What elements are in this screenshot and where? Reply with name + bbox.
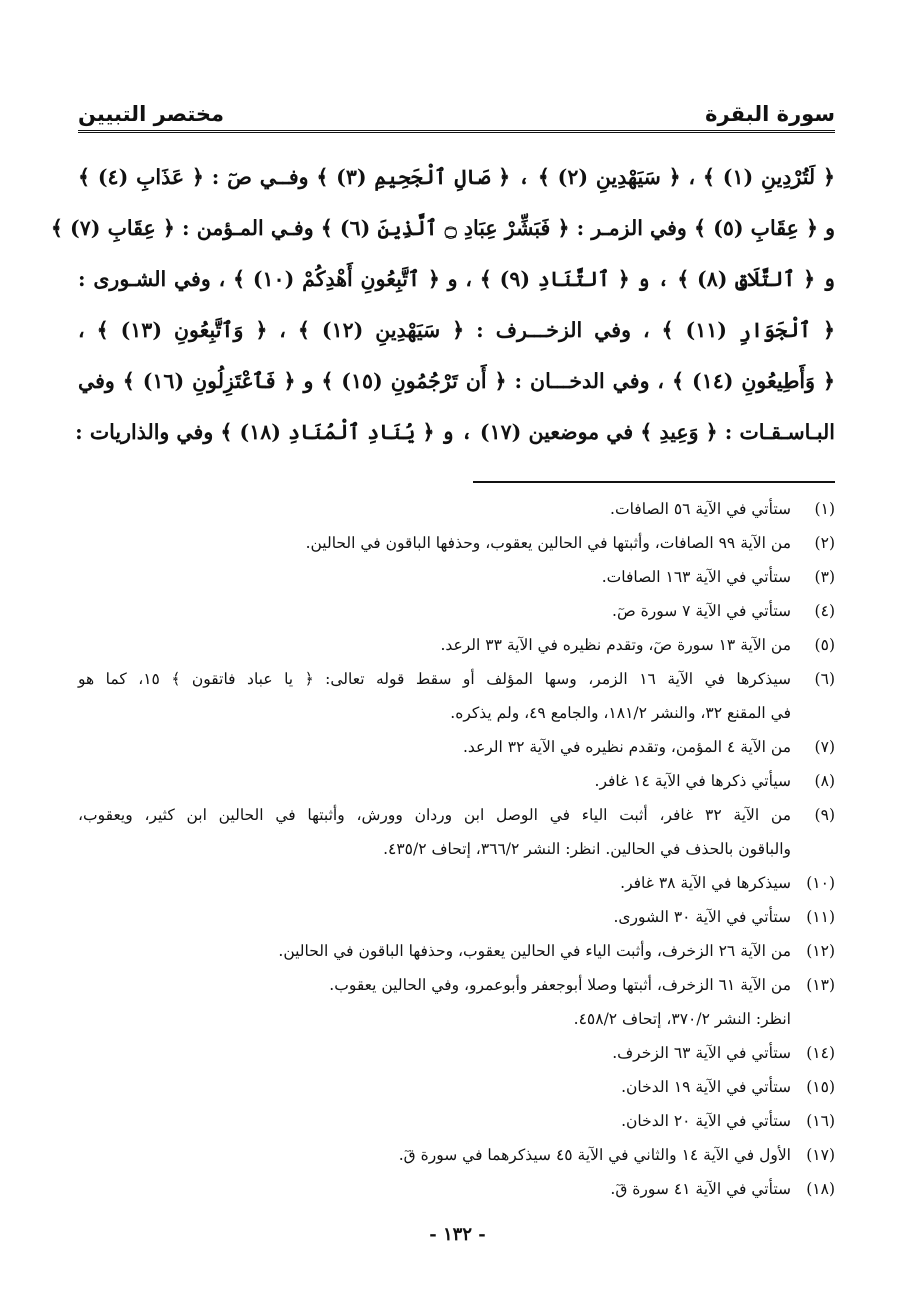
footnote-number: (١٢)	[806, 942, 835, 960]
footnote-text-continued: والباقون بالحذف في الحالين. انظر: النشر ٣٦٦/٢، إتحاف ٤٣٥/٢.	[383, 840, 791, 858]
footnote-text: من الآية ٢٦ الزخرف، وأثبت الياء في الحالين يعقوب، وحذفها الباقون في الحالين.	[278, 942, 791, 960]
main-line: ﴿ وَأَطِيعُونِ (١٤) ﴾ ، وفي الدخـــان : ﴿ أَن تَرْجُمُونِ (١٥) ﴾ و ﴿ فَٱعْتَزِلُونِ (١٦) ﴾ وفي	[78, 369, 835, 393]
header-surah-title: سورة البقرة	[705, 102, 835, 126]
footnote-text: ستأتي في الآية ٧ سورة صٓ.	[612, 602, 791, 620]
running-header	[78, 82, 835, 126]
footnotes	[78, 492, 835, 1206]
footnote-text: ستأتي في الآية ٦٣ الزخرف.	[612, 1044, 791, 1062]
footnote	[78, 730, 835, 764]
footnote-number: (٣)	[814, 568, 835, 586]
footnote-number: (٤)	[814, 602, 835, 620]
footnote-number: (٨)	[814, 772, 835, 790]
footnote	[78, 526, 835, 560]
footnote-number: (١٥)	[806, 1078, 835, 1096]
footnote	[78, 628, 835, 662]
header-book-title: مختصر التبيين	[78, 102, 225, 126]
footnote-number: (١٦)	[806, 1112, 835, 1130]
footnote-number: (١١)	[806, 908, 835, 926]
footnote	[78, 968, 835, 1036]
footnote	[78, 934, 835, 968]
footnote-number: (٧)	[814, 738, 835, 756]
footnote-text: من الآية ٦١ الزخرف، أثبتها وصلا أبوجعفر وأبوعمرو، وفي الحالين يعقوب.	[329, 976, 791, 994]
footnote	[78, 798, 835, 866]
footnote-text-continued: في المقنع ٣٢، والنشر ١٨١/٢، والجامع ٤٩، ولم يذكره.	[450, 704, 791, 722]
main-line: و ﴿ عِقَابِ (٥) ﴾ وفي الزمـر : ﴿ فَبَشِّرْ عِبَادِ ۝ ٱلَّذِينَ (٦) ﴾ وفـي المـؤمن : ﴿ عِقَابِ (٧) ﴾	[50, 216, 835, 240]
footnote-text: ستأتي في الآية ٤١ سورة قٓ.	[610, 1180, 791, 1198]
footnote-number: (١٧)	[806, 1146, 835, 1164]
footnote-number: (٥)	[814, 636, 835, 654]
footnote	[78, 764, 835, 798]
footnote-separator	[473, 481, 835, 483]
footnote	[78, 1104, 835, 1138]
footnote	[78, 492, 835, 526]
footnote-number: (٩)	[814, 806, 835, 824]
footnote-number: (١٠)	[806, 874, 835, 892]
page-number: - ١٣٢ -	[429, 1224, 486, 1245]
footnote	[78, 1070, 835, 1104]
footnote-number: (١٣)	[806, 976, 835, 994]
footnote-text: ستأتي في الآية ١٩ الدخان.	[621, 1078, 791, 1096]
main-text	[50, 152, 836, 458]
footnote-text: ستأتي في الآية ٢٠ الدخان.	[621, 1112, 791, 1130]
footnote-number: (٦)	[814, 670, 835, 688]
footnote-text: ستأتي في الآية ١٦٣ الصافات.	[601, 568, 791, 586]
footnote-number: (٢)	[814, 534, 835, 552]
footnote-text: سيأتي ذكرها في الآية ١٤ غافر.	[594, 772, 791, 790]
footnote	[78, 900, 835, 934]
header-rule	[78, 130, 835, 133]
main-line: ﴿ لَتُرْدِينِ (١) ﴾ ، ﴿ سَيَهْدِينِ (٢) ﴾ ، ﴿ صَالِ ٱلْجَحِيمِ (٣) ﴾ وفــي صٓ : ﴿ عَذَابِ (٤) ﴾	[78, 165, 836, 189]
footnote-number: (١٤)	[806, 1044, 835, 1062]
footnote	[78, 866, 835, 900]
footnote-text: من الآية ٤ المؤمن، وتقدم نظيره في الآية ٣٢ الرعد.	[462, 738, 791, 756]
footnote-text: سيذكرها في الآية ١٦ الزمر، وسها المؤلف أو سقط قوله تعالى: ﴿ يا عباد فاتقون ﴾ ١٥، كما هو	[78, 670, 791, 688]
footnote	[78, 1172, 835, 1206]
footnote	[78, 1036, 835, 1070]
main-line: و ﴿ ٱلتَّلَاقِ (٨) ﴾ ، و ﴿ ٱلتَّنَادِ (٩) ﴾ ، و ﴿ ٱتَّبِعُونِ أَهْدِكُمْ (١٠) ﴾ ، وفي الشـورى :	[78, 267, 835, 291]
footnote-text: ستأتي في الآية ٥٦ الصافات.	[610, 500, 791, 518]
footnote-text: سيذكرها في الآية ٣٨ غافر.	[620, 874, 791, 892]
footnote	[78, 662, 835, 730]
footnote	[78, 560, 835, 594]
footnote	[78, 594, 835, 628]
footnote-number: (١٨)	[806, 1180, 835, 1198]
footnote-text: الأول في الآية ١٤ والثاني في الآية ٤٥ سيذكرهما في سورة قٓ.	[398, 1146, 791, 1164]
footnote-text: ستأتي في الآية ٣٠ الشورى.	[613, 908, 791, 926]
main-line: ﴿ ٱلْجَوَارِ (١١) ﴾ ، وفي الزخـــرف : ﴿ سَيَهْدِينِ (١٢) ﴾ ، ﴿ وَٱتَّبِعُونِ (١٣) ﴾ ،	[78, 318, 836, 342]
footnote-number: (١)	[814, 500, 835, 518]
footnote-text: من الآية ١٣ سورة صٓ، وتقدم نظيره في الآية ٣٣ الرعد.	[440, 636, 791, 654]
footnote	[78, 1138, 835, 1172]
footnote-text-continued: انظر: النشر ٣٧٠/٢، إتحاف ٤٥٨/٢.	[573, 1010, 791, 1028]
main-line: البـاسـقـات : ﴿ وَعِيدِ ﴾ في موضعين (١٧) ، و ﴿ يُنَادِ ٱلْمُنَادِ (١٨) ﴾ وفي والذاريات :	[75, 420, 835, 444]
footnote-text: من الآية ٩٩ الصافات، وأثبتها في الحالين يعقوب، وحذفها الباقون في الحالين.	[305, 534, 791, 552]
footnote-text: من الآية ٣٢ غافر، أثبت الياء في الوصل ابن وردان وورش، وأثبتها في الحالين ابن كثير، ويعقوب،	[78, 806, 791, 824]
